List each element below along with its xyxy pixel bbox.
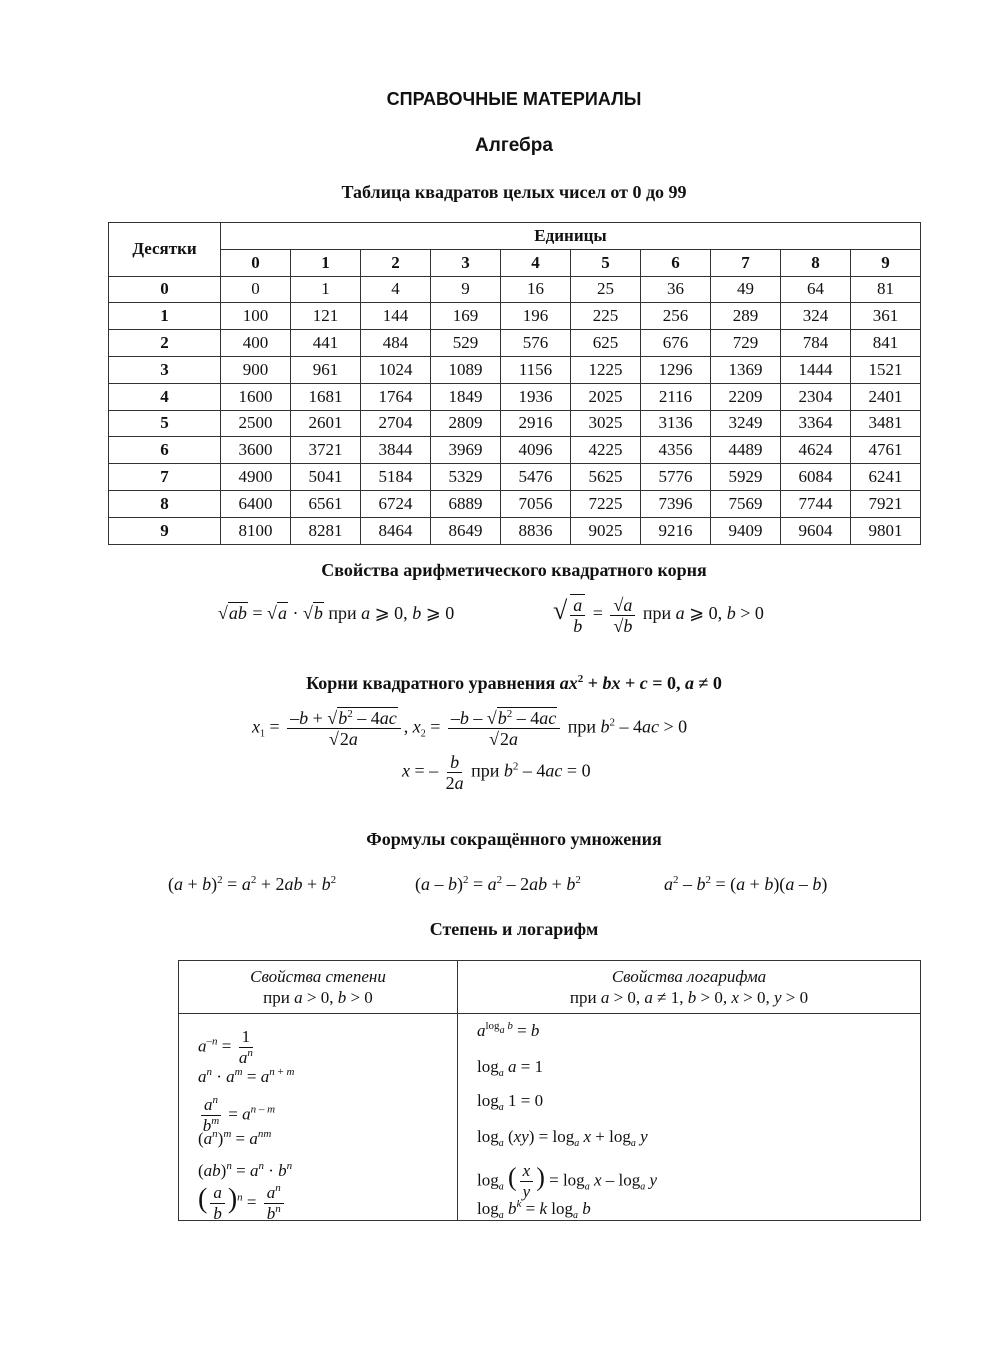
square-value-cell: 9801 bbox=[851, 517, 921, 544]
square-value-cell: 1600 bbox=[221, 383, 291, 410]
table-row bbox=[109, 464, 921, 491]
square-value-cell: 576 bbox=[501, 330, 571, 357]
square-value-cell: 5929 bbox=[711, 464, 781, 491]
square-value-cell: 7056 bbox=[501, 490, 571, 517]
tens-cell: 7 bbox=[109, 464, 221, 491]
square-value-cell: 1521 bbox=[851, 356, 921, 383]
square-value-cell: 2401 bbox=[851, 383, 921, 410]
log-property-formula: $\log_a$ ( $\frac{x}{y}$ ) = $\log_a x - \log_a y$ bbox=[477, 1161, 658, 1201]
unit-header-1: 1 bbox=[291, 249, 361, 276]
square-value-cell: 2704 bbox=[361, 410, 431, 437]
square-value-cell: 225 bbox=[571, 303, 641, 330]
unit-header-3: 3 bbox=[431, 249, 501, 276]
unit-header-0: 0 bbox=[221, 249, 291, 276]
square-value-cell: 121 bbox=[291, 303, 361, 330]
square-value-cell: 400 bbox=[221, 330, 291, 357]
square-value-cell: 2809 bbox=[431, 410, 501, 437]
square-value-cell: 8836 bbox=[501, 517, 571, 544]
tens-cell: 9 bbox=[109, 517, 221, 544]
square-value-cell: 1024 bbox=[361, 356, 431, 383]
square-value-cell: 324 bbox=[781, 303, 851, 330]
square-of-sum-formula: $(a + b)^2 = a^2 + 2ab + b^2$ bbox=[168, 874, 337, 894]
log-property-formula: $\log_a a = 1$ bbox=[477, 1057, 544, 1079]
unit-header-9: 9 bbox=[851, 249, 921, 276]
square-value-cell: 7744 bbox=[781, 490, 851, 517]
square-value-cell: 2209 bbox=[711, 383, 781, 410]
square-value-cell: 4624 bbox=[781, 437, 851, 464]
square-value-cell: 100 bbox=[221, 303, 291, 330]
square-value-cell: 2916 bbox=[501, 410, 571, 437]
square-value-cell: 961 bbox=[291, 356, 361, 383]
square-value-cell: 7225 bbox=[571, 490, 641, 517]
square-value-cell: 4761 bbox=[851, 437, 921, 464]
root-props-title: Свойства арифметического квадратного корня bbox=[321, 560, 707, 580]
power-property-formula: ( $\frac{a}{b}$ )$^n$ = $\frac{a^n}{b^n}$ bbox=[198, 1183, 287, 1224]
square-value-cell: 484 bbox=[361, 330, 431, 357]
unit-header-8: 8 bbox=[781, 249, 851, 276]
square-value-cell: 7569 bbox=[711, 490, 781, 517]
square-value-cell: 3136 bbox=[641, 410, 711, 437]
table-row bbox=[109, 517, 921, 544]
square-value-cell: 4 bbox=[361, 276, 431, 303]
square-value-cell: 729 bbox=[711, 330, 781, 357]
square-value-cell: 8649 bbox=[431, 517, 501, 544]
squares-table bbox=[108, 222, 921, 545]
square-value-cell: 1156 bbox=[501, 356, 571, 383]
table-row bbox=[109, 276, 921, 303]
power-property-formula: $a^{-n}$ = $\frac{1}{a^n}$ bbox=[198, 1027, 253, 1067]
square-value-cell: 9409 bbox=[711, 517, 781, 544]
square-value-cell: 6400 bbox=[221, 490, 291, 517]
square-value-cell: 5184 bbox=[361, 464, 431, 491]
page-title: СПРАВОЧНЫЕ МАТЕРИАЛЫ bbox=[386, 89, 642, 109]
square-value-cell: 9604 bbox=[781, 517, 851, 544]
unit-header-7: 7 bbox=[711, 249, 781, 276]
squares-table-title: Таблица квадратов целых чисел от 0 до 99 bbox=[341, 182, 687, 202]
square-value-cell: 1444 bbox=[781, 356, 851, 383]
square-value-cell: 4096 bbox=[501, 437, 571, 464]
table-row bbox=[109, 410, 921, 437]
square-value-cell: 3600 bbox=[221, 437, 291, 464]
square-value-cell: 1089 bbox=[431, 356, 501, 383]
square-value-cell: 1936 bbox=[501, 383, 571, 410]
square-value-cell: 3969 bbox=[431, 437, 501, 464]
table-row bbox=[109, 356, 921, 383]
quadratic-title: Корни квадратного уравнения $ax^2$ + bx + c = 0, a ≠ 0 bbox=[306, 673, 722, 693]
square-value-cell: 169 bbox=[431, 303, 501, 330]
square-value-cell: 5776 bbox=[641, 464, 711, 491]
square-value-cell: 8281 bbox=[291, 517, 361, 544]
square-value-cell: 1 bbox=[291, 276, 361, 303]
square-value-cell: 3025 bbox=[571, 410, 641, 437]
table-row bbox=[109, 330, 921, 357]
square-value-cell: 1764 bbox=[361, 383, 431, 410]
square-value-cell: 784 bbox=[781, 330, 851, 357]
square-value-cell: 144 bbox=[361, 303, 431, 330]
square-value-cell: 6241 bbox=[851, 464, 921, 491]
square-value-cell: 36 bbox=[641, 276, 711, 303]
square-value-cell: 361 bbox=[851, 303, 921, 330]
table-row bbox=[109, 437, 921, 464]
difference-of-squares-formula: $a^2 - b^2 = (a + b)(a - b)$ bbox=[664, 874, 828, 894]
power-property-formula: $\frac{a^n}{b^m}$ = $a^{n - m}$ bbox=[202, 1094, 276, 1135]
square-value-cell: 5476 bbox=[501, 464, 571, 491]
log-property-formula: $\log_a (xy) = \log_a x + \log_a y$ bbox=[477, 1127, 648, 1149]
square-value-cell: 3721 bbox=[291, 437, 361, 464]
square-value-cell: 4225 bbox=[571, 437, 641, 464]
unit-header-4: 4 bbox=[501, 249, 571, 276]
square-value-cell: 6561 bbox=[291, 490, 361, 517]
tens-header: Десятки bbox=[109, 223, 221, 277]
square-value-cell: 841 bbox=[851, 330, 921, 357]
square-value-cell: 7396 bbox=[641, 490, 711, 517]
log-header-cell: Свойства логарифма при a > 0, a ≠ 1, b > 0, x > 0, y > 0 bbox=[458, 961, 921, 1014]
square-value-cell: 2304 bbox=[781, 383, 851, 410]
square-value-cell: 256 bbox=[641, 303, 711, 330]
square-value-cell: 4489 bbox=[711, 437, 781, 464]
square-value-cell: 196 bbox=[501, 303, 571, 330]
square-value-cell: 4900 bbox=[221, 464, 291, 491]
square-value-cell: 676 bbox=[641, 330, 711, 357]
square-value-cell: 6889 bbox=[431, 490, 501, 517]
square-of-difference-formula: $(a - b)^2 = a^2 - 2ab + b^2$ bbox=[415, 874, 581, 894]
square-value-cell: 0 bbox=[221, 276, 291, 303]
square-value-cell: 8100 bbox=[221, 517, 291, 544]
square-value-cell: 25 bbox=[571, 276, 641, 303]
square-value-cell: 1369 bbox=[711, 356, 781, 383]
square-value-cell: 6724 bbox=[361, 490, 431, 517]
square-value-cell: 2601 bbox=[291, 410, 361, 437]
square-value-cell: 1849 bbox=[431, 383, 501, 410]
square-value-cell: 5625 bbox=[571, 464, 641, 491]
power-log-title: Степень и логарифм bbox=[429, 919, 599, 939]
tens-cell: 0 bbox=[109, 276, 221, 303]
tens-cell: 3 bbox=[109, 356, 221, 383]
power-properties bbox=[180, 1015, 456, 1223]
square-value-cell: 5329 bbox=[431, 464, 501, 491]
square-value-cell: 9216 bbox=[641, 517, 711, 544]
square-value-cell: 49 bbox=[711, 276, 781, 303]
tens-cell: 5 bbox=[109, 410, 221, 437]
quadratic-double-root-formula: x = – $\frac{b}{2a}$ при $b^2 - 4ac = 0$ bbox=[402, 752, 591, 793]
tens-cell: 2 bbox=[109, 330, 221, 357]
square-value-cell: 16 bbox=[501, 276, 571, 303]
power-property-formula: $(a^n)^m = a^{nm}$ bbox=[198, 1128, 272, 1148]
root-product-formula: √ab = √a · √b при a ⩾ 0, b ⩾ 0 bbox=[218, 603, 455, 623]
square-value-cell: 9 bbox=[431, 276, 501, 303]
tens-cell: 1 bbox=[109, 303, 221, 330]
square-value-cell: 900 bbox=[221, 356, 291, 383]
square-value-cell: 1225 bbox=[571, 356, 641, 383]
square-value-cell: 1296 bbox=[641, 356, 711, 383]
square-value-cell: 7921 bbox=[851, 490, 921, 517]
tens-cell: 4 bbox=[109, 383, 221, 410]
tens-cell: 6 bbox=[109, 437, 221, 464]
square-value-cell: 4356 bbox=[641, 437, 711, 464]
unit-header-6: 6 bbox=[641, 249, 711, 276]
square-value-cell: 289 bbox=[711, 303, 781, 330]
square-value-cell: 3249 bbox=[711, 410, 781, 437]
power-property-formula: $a^n \cdot a^m = a^{n + m}$ bbox=[198, 1066, 295, 1086]
square-value-cell: 9025 bbox=[571, 517, 641, 544]
power-log-table bbox=[178, 960, 921, 1221]
table-row bbox=[109, 303, 921, 330]
square-value-cell: 5041 bbox=[291, 464, 361, 491]
units-header: Единицы bbox=[221, 223, 921, 250]
square-value-cell: 2500 bbox=[221, 410, 291, 437]
root-quotient-formula: √ $\frac{a}{b}$ = $\frac{√a}{√b}$ при a ⩾ 0, b > 0 bbox=[553, 594, 764, 636]
square-value-cell: 625 bbox=[571, 330, 641, 357]
square-value-cell: 3844 bbox=[361, 437, 431, 464]
square-value-cell: 6084 bbox=[781, 464, 851, 491]
power-header-cell: Свойства степени при a > 0, b > 0 bbox=[179, 961, 458, 1014]
log-property-formula: $\log_a b^k = k$ $\log_a b$ bbox=[477, 1198, 591, 1221]
square-value-cell: 441 bbox=[291, 330, 361, 357]
log-properties bbox=[459, 1015, 919, 1219]
square-value-cell: 529 bbox=[431, 330, 501, 357]
unit-header-5: 5 bbox=[571, 249, 641, 276]
square-value-cell: 81 bbox=[851, 276, 921, 303]
quadratic-roots-formula: $x_1$ = $\frac{-b + √b^2 - 4ac}{√2a}$ , $x_2$ = $\frac{-b - √b^2 - 4ac}{√2a}$ при $b^2 - 4ac > 0$ bbox=[252, 708, 688, 749]
square-value-cell: 8464 bbox=[361, 517, 431, 544]
square-value-cell: 2116 bbox=[641, 383, 711, 410]
square-value-cell: 3364 bbox=[781, 410, 851, 437]
tens-cell: 8 bbox=[109, 490, 221, 517]
log-property-formula: $\log_a 1 = 0$ bbox=[477, 1091, 544, 1113]
square-value-cell: 1681 bbox=[291, 383, 361, 410]
section-title-algebra: Алгебра bbox=[475, 135, 553, 156]
table-row bbox=[109, 383, 921, 410]
power-property-formula: $(ab)^n = a^n \cdot b^n$ bbox=[198, 1160, 293, 1180]
table-row bbox=[109, 490, 921, 517]
square-value-cell: 2025 bbox=[571, 383, 641, 410]
short-mult-title: Формулы сокращённого умножения bbox=[366, 829, 662, 849]
square-value-cell: 64 bbox=[781, 276, 851, 303]
unit-header-2: 2 bbox=[361, 249, 431, 276]
square-value-cell: 3481 bbox=[851, 410, 921, 437]
log-property-formula: $a^{log_a b} = b$ bbox=[477, 1020, 540, 1040]
